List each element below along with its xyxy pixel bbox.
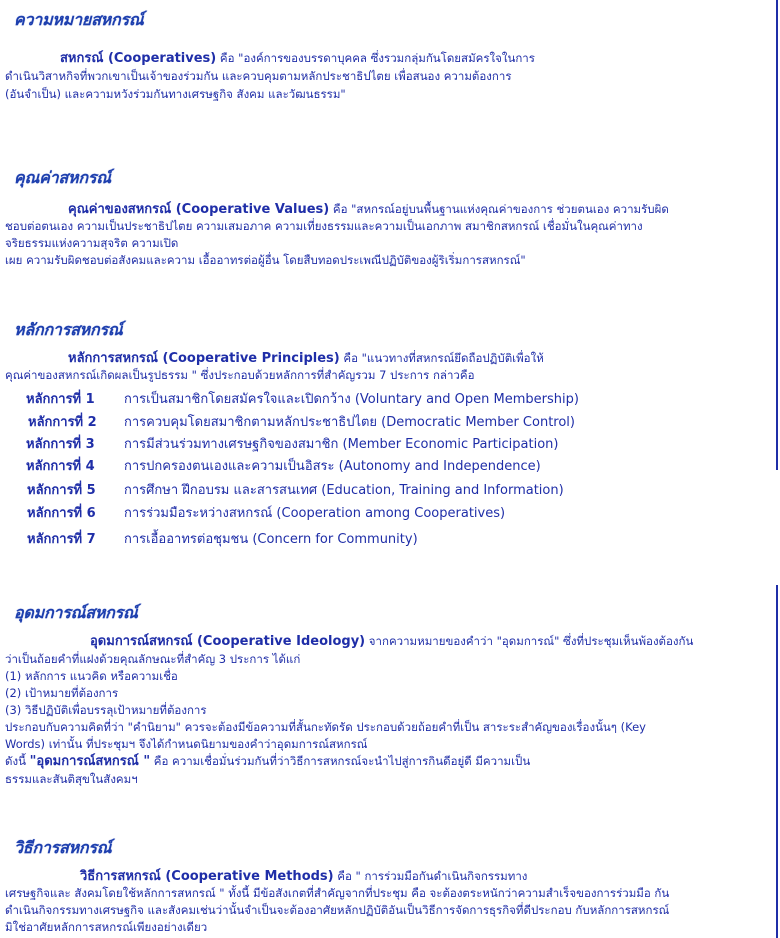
ideology-prefix: ดังนี้ — [5, 754, 30, 768]
methods-term: วิธีการสหกรณ์ (Cooperative Methods) — [80, 869, 334, 884]
ideology-line-8 — [5, 753, 530, 770]
vertical-rule — [776, 0, 778, 470]
meaning-line-1 — [60, 50, 535, 67]
meaning-line-3: (อันจำเป็น) และความหวังร่วมกันทางเศรษฐกิจ สังคม และวัฒนธรรม" — [5, 87, 346, 101]
principle-text: การศึกษา ฝึกอบรม และสารสนเทศ (Education, Training and Information) — [124, 483, 564, 498]
meaning-line-2: ดำเนินวิสาหกิจที่พวกเขาเป็นเจ้าของร่วมกัน และควบคุมตามหลักประชาธิปไตย เพื่อสนอง ความต้องการ — [5, 69, 512, 83]
section-heading-methods: วิธีการสหกรณ์ — [14, 838, 112, 857]
principle-label: หลักการที่ 2 — [28, 415, 97, 430]
principle-label: หลักการที่ 1 — [26, 392, 95, 407]
ideology-term-quote: "อุดมการณ์สหกรณ์ " — [29, 754, 151, 769]
principles-line-2: คุณค่าของสหกรณ์เกิดผลเป็นรูปธรรม " ซึ่งประกอบด้วยหลักการที่สำคัญรวม 7 ประการ กล่าวคือ — [5, 368, 475, 382]
values-line-1 — [68, 201, 669, 218]
methods-text: คือ " การร่วมมือกันดำเนินกิจกรรมทาง — [333, 869, 528, 883]
principle-text: การปกครองตนเองและความเป็นอิสระ (Autonomy and Independence) — [124, 459, 541, 474]
section-heading-ideology: อุดมการณ์สหกรณ์ — [14, 603, 138, 622]
values-line-3: จริยธรรมแห่งความสุจริต ความเปิด — [5, 236, 179, 250]
methods-line-1 — [80, 868, 527, 885]
ideology-term: อุดมการณ์สหกรณ์ (Cooperative Ideology) — [90, 634, 366, 649]
ideology-rest: คือ ความเชื่อมั่นร่วมกันที่ว่าวิธีการสหกรณ์จะนำไปสู่การกินดีอยู่ดี มีความเป็น — [150, 754, 531, 768]
meaning-text: คือ "องค์การของบรรดาบุคคล ซึ่งรวมกลุ่มกันโดยสมัครใจในการ — [216, 51, 535, 65]
principle-text: การร่วมมือระหว่างสหกรณ์ (Cooperation among Cooperatives) — [124, 506, 506, 521]
methods-line-3: ดำเนินกิจกรรมทางเศรษฐกิจ และสังคมเช่นว่านั้นจำเป็นจะต้องอาศัยหลักปฏิบัติอันเป็นวิธีการจัดการธุรกิจที่ดีประกอบ กับหลักการสหกรณ์ — [5, 903, 670, 917]
methods-line-4: มิใช่อาศัยหลักการสหกรณ์เพียงอย่างเดียว — [5, 920, 208, 934]
principles-line-1 — [68, 350, 544, 367]
values-line-4: เผย ความรับผิดชอบต่อสังคมและความ เอื้ออาทรต่อผู้อื่น โดยสืบทอดประเพณีปฏิบัติของผู้ริเริ่มการสหกรณ์" — [5, 253, 526, 267]
principle-label: หลักการที่ 7 — [27, 532, 96, 547]
meaning-term: สหกรณ์ (Cooperatives) — [60, 51, 217, 66]
values-line-2: ชอบต่อตนเอง ความเป็นประชาธิปไตย ความเสมอภาค ความเที่ยงธรรมและความเป็นเอกภาพ สมาชิกสหกรณ์ เชื่อมั่นในคุณค่าทาง — [5, 219, 643, 233]
ideology-line-2: ว่าเป็นถ้อยคำที่แฝงด้วยคุณลักษณะที่สำคัญ 3 ประการ ได้แก่ — [5, 652, 301, 666]
ideology-line-1 — [90, 633, 693, 650]
ideology-line-9: ธรรมและสันติสุขในสังคมฯ — [5, 772, 138, 786]
ideology-line-3: (1) หลักการ แนวคิด หรือความเชื่อ — [5, 669, 178, 683]
ideology-line-5: (3) วิธีปฏิบัติเพื่อบรรลุเป้าหมายที่ต้องการ — [5, 703, 207, 717]
principle-text: การเป็นสมาชิกโดยสมัครใจและเปิดกว้าง (Voluntary and Open Membership) — [124, 392, 579, 407]
principle-text: การมีส่วนร่วมทางเศรษฐกิจของสมาชิก (Member Economic Participation) — [124, 437, 559, 452]
ideology-line-7: Words) เท่านั้น ที่ประชุมฯ จึงได้กำหนดนิยามของคำว่าอุดมการณ์สหกรณ์ — [5, 737, 368, 751]
section-heading-meaning: ความหมายสหกรณ์ — [14, 10, 144, 29]
ideology-text: จากความหมายของคำว่า "อุดมการณ์" ซึ่งที่ประชุมเห็นพ้องต้องกัน — [365, 634, 694, 648]
vertical-rule — [776, 585, 778, 938]
principles-term: หลักการสหกรณ์ (Cooperative Principles) — [68, 351, 340, 366]
principle-label: หลักการที่ 3 — [26, 437, 95, 452]
principle-text: การเอื้ออาทรต่อชุมชน (Concern for Community) — [124, 532, 418, 547]
principle-label: หลักการที่ 5 — [27, 483, 96, 498]
values-text: คือ "สหกรณ์อยู่บนพื้นฐานแห่งคุณค่าของการ ช่วยตนเอง ความรับผิด — [329, 202, 669, 216]
section-heading-values: คุณค่าสหกรณ์ — [14, 168, 111, 187]
principle-label: หลักการที่ 4 — [26, 459, 95, 474]
principle-text: การควบคุมโดยสมาชิกตามหลักประชาธิปไตย (Democratic Member Control) — [124, 415, 575, 430]
ideology-line-6: ประกอบกับความคิดที่ว่า "คำนิยาม" ควรจะต้องมีข้อความที่สั้นกะทัดรัด ประกอบด้วยถ้อยคำที่เป็น สาระระสำคัญของเรื่องนั้นๆ (Key — [5, 720, 646, 734]
principle-label: หลักการที่ 6 — [27, 506, 96, 521]
principles-text: คือ "แนวทางที่สหกรณ์ยึดถือปฏิบัติเพื่อให้ — [339, 351, 544, 365]
section-heading-principles: หลักการสหกรณ์ — [14, 320, 123, 339]
values-term: คุณค่าของสหกรณ์ (Cooperative Values) — [68, 202, 330, 217]
methods-line-2: เศรษฐกิจและ สังคมโดยใช้หลักการสหกรณ์ " ทั้งนี้ มีข้อสังเกตที่สำคัญจากที่ประชุม คือ จะต้องตระหนักว่าความสำเร็จของการร่วมมือ กัน — [5, 886, 670, 900]
ideology-line-4: (2) เป้าหมายที่ต้องการ — [5, 686, 119, 700]
